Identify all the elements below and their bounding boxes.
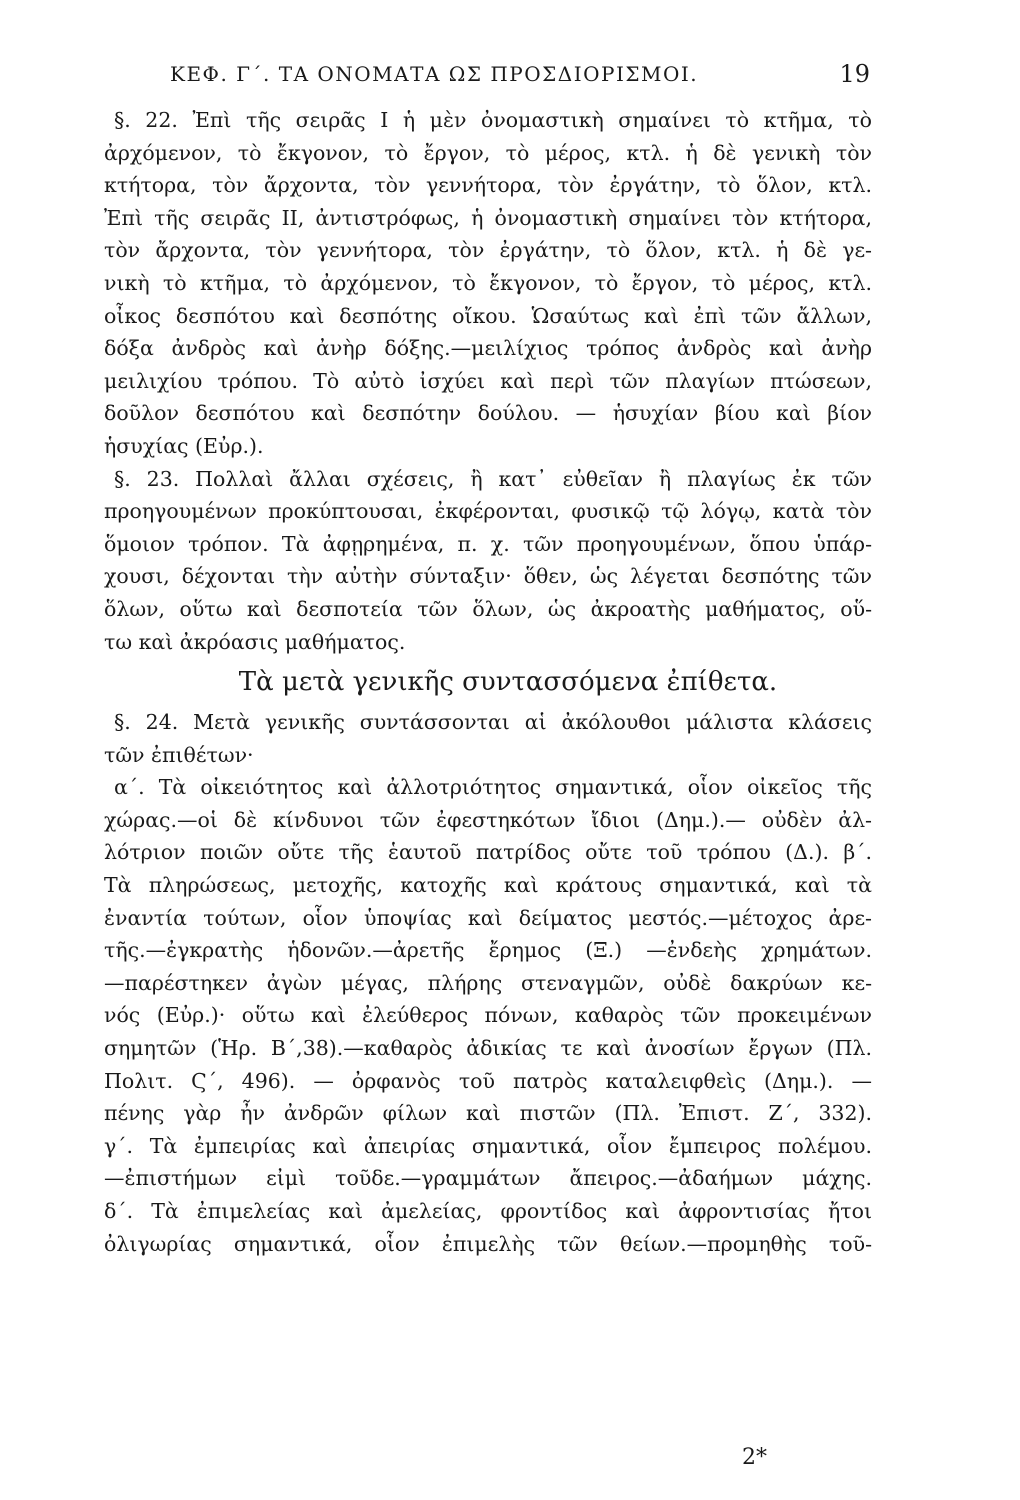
- text-line: ἡσυχίας (Εὐρ.).: [104, 433, 264, 458]
- text-line: πένης γὰρ ἦν ἀνδρῶν φίλων καὶ πιστῶν (Πλ. Ἐπιστ. Ζ΄, 332).: [104, 1101, 872, 1126]
- text-line: τῶν ἐπιθέτων·: [104, 742, 254, 767]
- text-line: δοῦλον δεσπότου καὶ δεσπότην δούλου. — ἡσυχίαν βίου καὶ βίον: [104, 401, 872, 426]
- text-line: τω καὶ ἀκρόασις μαθήματος.: [104, 629, 406, 654]
- text-line: ἀρχόμενον, τὸ ἔκγονον, τὸ ἔργον, τὸ μέρος, κτλ. ἡ δὲ γενικὴ τὸν: [104, 140, 872, 165]
- text-line: α΄. Τὰ οἰκειότητος καὶ ἀλλοτριότητος σημαντικά, οἷον οἰκεῖος τῆς: [114, 775, 872, 800]
- text-line: Πολιτ. Ϛ΄, 496). — ὀρφανὸς τοῦ πατρὸς καταλειφθεὶς (Δημ.). —: [104, 1068, 872, 1093]
- text-line: οἶκος δεσπότου καὶ δεσπότης οἴκου. Ὡσαύτως καὶ ἐπὶ τῶν ἄλλων,: [104, 303, 872, 328]
- text-line: γ΄. Τὰ ἐμπειρίας καὶ ἀπειρίας σημαντικά, οἷον ἔμπειρος πολέμου.: [104, 1133, 872, 1158]
- text-line: —παρέστηκεν ἀγὼν μέγας, πλήρης στεναγμῶν, οὐδὲ δακρύων κε-: [104, 970, 872, 995]
- text-line: §. 22. Ἐπὶ τῆς σειρᾶς Ι ἡ μὲν ὀνομαστικὴ σημαίνει τὸ κτῆμα, τὸ: [114, 108, 872, 132]
- running-head: [170, 62, 870, 98]
- text-line: §. 24. Μετὰ γενικῆς συντάσσονται αἱ ἀκόλουθοι μάλιστα κλάσεις: [114, 710, 872, 735]
- text-line: ὅλων, οὕτω καὶ δεσποτεία τῶν ὅλων, ὡς ἀκροατὴς μαθήματος, οὕ-: [104, 596, 872, 621]
- text-line: ὅμοιον τρόπον. Τὰ ἀφῃρημένα, π. χ. τῶν προηγουμένων, ὅπου ὑπάρ-: [104, 531, 872, 556]
- text-line: σημητῶν (Ἡρ. Β΄,38).—καθαρὸς ἀδικίας τε καὶ ἀνοσίων ἔργων (Πλ.: [104, 1036, 872, 1061]
- text-line: τὸν ἄρχοντα, τὸν γεννήτορα, τὸν ἐργάτην, τὸ ὅλον, κτλ. ἡ δὲ γε-: [104, 238, 872, 263]
- text-line: λότριον ποιῶν οὔτε τῆς ἑαυτοῦ πατρίδος οὔτε τοῦ τρόπου (Δ.). β΄.: [104, 840, 872, 865]
- text-line: προηγουμένων προκύπτουσαι, ἐκφέρονται, φυσικῷ τῷ λόγῳ, κατὰ τὸν: [104, 499, 872, 524]
- text-line: κτήτορα, τὸν ἄρχοντα, τὸν γεννήτορα, τὸν ἐργάτην, τὸ ὅλον, κτλ.: [104, 173, 872, 198]
- text-line: ὀλιγωρίας σημαντικά, οἷον ἐπιμελὴς τῶν θείων.—προμηθὴς τοῦ-: [104, 1231, 872, 1256]
- text-line: χώρας.—οἱ δὲ κίνδυνοι τῶν ἐφεστηκότων ἴδιοι (Δημ.).— οὐδὲν ἀλ-: [104, 807, 872, 832]
- text-line: δ΄. Τὰ ἐπιμελείας καὶ ἀμελείας, φροντίδος καὶ ἀφροντισίας ἤτοι: [104, 1199, 872, 1223]
- text-line: μειλιχίου τρόπου. Τὸ αὐτὸ ἰσχύει καὶ περὶ τῶν πλαγίων πτώσεων,: [104, 368, 872, 393]
- text-line: Ἐπὶ τῆς σειρᾶς ΙΙ, ἀντιστρόφως, ἡ ὀνομαστικὴ σημαίνει τὸν κτήτορα,: [104, 205, 872, 230]
- signature-mark: 2*: [742, 1445, 767, 1470]
- section-heading: Τὰ μετὰ γενικῆς συντασσόμενα ἐπίθετα.: [238, 667, 778, 698]
- text-line: ἐναντία τούτων, οἷον ὑποψίας καὶ δείματος μεστός.—μέτοχος ἀρε-: [104, 905, 872, 930]
- text-line: δόξα ἀνδρὸς καὶ ἀνὴρ δόξης.—μειλίχιος τρόπος ἀνδρὸς καὶ ἀνὴρ: [104, 336, 872, 361]
- text-line: χουσι, δέχονται τὴν αὐτὴν σύνταξιν· ὅθεν, ὡς λέγεται δεσπότης τῶν: [104, 564, 872, 589]
- text-line: τῆς.—ἐγκρατὴς ἡδονῶν.—ἀρετῆς ἔρημος (Ξ.) —ἐνδεὴς χρημάτων.: [104, 938, 872, 963]
- text-line: Τὰ πληρώσεως, μετοχῆς, κατοχῆς καὶ κράτους σημαντικά, καὶ τὰ: [104, 873, 872, 898]
- text-line: —ἐπιστήμων εἰμὶ τοῦδε.—γραμμάτων ἄπειρος.—ἀδαήμων μάχης.: [104, 1166, 872, 1191]
- text-line: νικὴ τὸ κτῆμα, τὸ ἀρχόμενον, τὸ ἔκγονον, τὸ ἔργον, τὸ μέρος, κτλ.: [104, 270, 872, 295]
- body-text: [104, 104, 872, 1260]
- page-number: 19: [839, 60, 870, 88]
- chapter-title: ΚΕΦ. Γ΄. ΤΑ ΟΝΟΜΑΤΑ ΩΣ ΠΡΟΣΔΙΟΡΙΣΜΟΙ.: [170, 62, 699, 86]
- text-line: νός (Εὐρ.)· οὕτω καὶ ἐλεύθερος πόνων, καθαρὸς τῶν προκειμένων: [104, 1003, 872, 1028]
- text-line: §. 23. Πολλαὶ ἄλλαι σχέσεις, ἢ κατ᾽ εὐθεῖαν ἢ πλαγίως ἐκ τῶν: [114, 466, 872, 491]
